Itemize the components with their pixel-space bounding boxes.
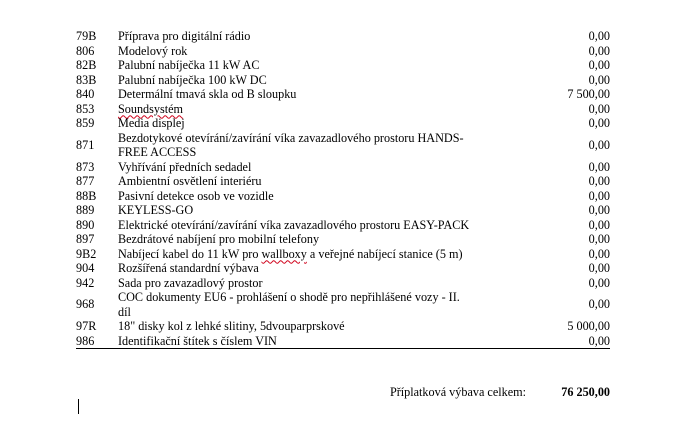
- option-code: 82B: [76, 58, 97, 72]
- spellcheck-flagged-word[interactable]: wallboxy: [261, 246, 307, 261]
- option-price: 0,00: [588, 297, 610, 312]
- option-price: 0,00: [588, 203, 610, 217]
- table-row: [76, 276, 610, 291]
- table-row: [76, 261, 610, 276]
- option-code: 968: [76, 297, 95, 312]
- option-description: [118, 102, 528, 117]
- option-code: 97R: [76, 319, 97, 333]
- description-text: a veřejné nabíjecí stanice (5 m): [306, 246, 463, 261]
- option-code: 806: [76, 43, 95, 58]
- table-row: [76, 189, 610, 204]
- option-price: 0,00: [588, 188, 610, 203]
- table-row: [76, 290, 610, 319]
- total-row: [76, 384, 610, 400]
- option-code: 79B: [76, 29, 97, 43]
- table-row: [76, 116, 610, 131]
- option-code: 83B: [76, 72, 97, 87]
- table-row: [76, 160, 610, 175]
- option-description: [118, 131, 528, 160]
- table-row: [76, 334, 610, 349]
- option-description: Rozšířená standardní výbava: [118, 261, 259, 275]
- option-description: Bezdrátové nabíjení pro mobilní telefony: [118, 232, 320, 246]
- option-description: Determální tmavá skla od B sloupku: [118, 87, 297, 101]
- option-code: 9B2: [76, 246, 97, 261]
- option-code: 88B: [76, 188, 97, 203]
- option-description: 18" disky kol z lehké slitiny, 5dvouparprskové: [118, 319, 345, 333]
- option-description: Vyhřívání předních sedadel: [118, 159, 252, 174]
- option-price: 0,00: [588, 137, 610, 152]
- option-price: 0,00: [588, 232, 610, 246]
- option-price: 5 000,00: [567, 319, 610, 333]
- option-description: Palubní nabíječka 11 kW AC: [118, 58, 260, 72]
- table-row: [76, 232, 610, 247]
- option-price: 0,00: [588, 58, 610, 72]
- option-price: 0,00: [588, 159, 610, 174]
- option-code: 859: [76, 116, 95, 130]
- option-price: 0,00: [588, 174, 610, 188]
- table-row: [76, 131, 610, 160]
- option-code: 897: [76, 232, 95, 246]
- option-code: 871: [76, 137, 95, 152]
- option-price: 0,00: [588, 246, 610, 261]
- table-row: [76, 102, 610, 117]
- option-code: 904: [76, 261, 95, 275]
- document-body: [76, 29, 610, 349]
- option-price: 0,00: [588, 43, 610, 58]
- option-description: Palubní nabíječka 100 kW DC: [118, 72, 267, 87]
- option-price: 0,00: [588, 116, 610, 130]
- option-code: 942: [76, 275, 95, 290]
- option-description: Ambientní osvětlení interiéru: [118, 174, 262, 188]
- option-price: 0,00: [528, 334, 610, 349]
- option-price: 0,00: [588, 217, 610, 232]
- option-price: 0,00: [588, 72, 610, 87]
- description-line: Bezdotykové otevírání/zavírání víka zavazadlového prostoru HANDS-: [118, 130, 464, 145]
- option-code: 873: [76, 159, 95, 174]
- description-line: FREE ACCESS: [118, 145, 197, 159]
- description-line: díl: [118, 304, 131, 319]
- option-price: 0,00: [588, 261, 610, 275]
- table-row: [76, 174, 610, 189]
- option-description: [118, 247, 528, 262]
- table-row: [76, 87, 610, 102]
- option-price: 0,00: [588, 275, 610, 290]
- table-row: [76, 29, 610, 44]
- option-description: Pasivní detekce osob ve vozidle: [118, 188, 274, 203]
- option-code: 840: [76, 87, 95, 101]
- spellcheck-flagged-word[interactable]: Soundsystém: [118, 101, 184, 116]
- table-row: [76, 44, 610, 59]
- option-price: 0,00: [588, 101, 610, 116]
- table-row: [76, 319, 610, 334]
- option-description: KEYLESS-GO: [118, 203, 194, 217]
- option-price: 0,00: [588, 29, 610, 43]
- option-description: Sada pro zavazadlový prostor: [118, 275, 263, 290]
- option-code: 986: [76, 334, 118, 349]
- option-description: Media displej: [118, 116, 185, 130]
- option-description: Identifikační štítek s číslem VIN: [118, 334, 528, 349]
- option-description: Modelový rok: [118, 43, 188, 58]
- table-row: [76, 218, 610, 233]
- table-row: [76, 247, 610, 262]
- option-price: 7 500,00: [567, 87, 610, 101]
- option-description: Příprava pro digitální rádio: [118, 29, 251, 43]
- description-line: COC dokumenty EU6 - prohlášení o shodě pro nepřihlášené vozy - II.: [118, 290, 460, 304]
- table-row: [76, 58, 610, 73]
- description-text: Nabíjecí kabel do 11 kW pro: [118, 246, 262, 261]
- option-code: 889: [76, 203, 95, 217]
- total-label: Příplatková výbava celkem:: [389, 385, 526, 399]
- option-code: 853: [76, 101, 95, 116]
- total-value: 76 250,00: [561, 385, 610, 399]
- table-row: [76, 203, 610, 218]
- text-cursor: [78, 399, 79, 414]
- option-code: 877: [76, 174, 95, 188]
- table-row: [76, 73, 610, 88]
- options-table: [76, 29, 610, 349]
- option-description: Elektrické otevírání/zavírání víka zavazadlového prostoru EASY-PACK: [118, 217, 470, 232]
- option-description: [118, 290, 528, 319]
- option-code: 890: [76, 217, 95, 232]
